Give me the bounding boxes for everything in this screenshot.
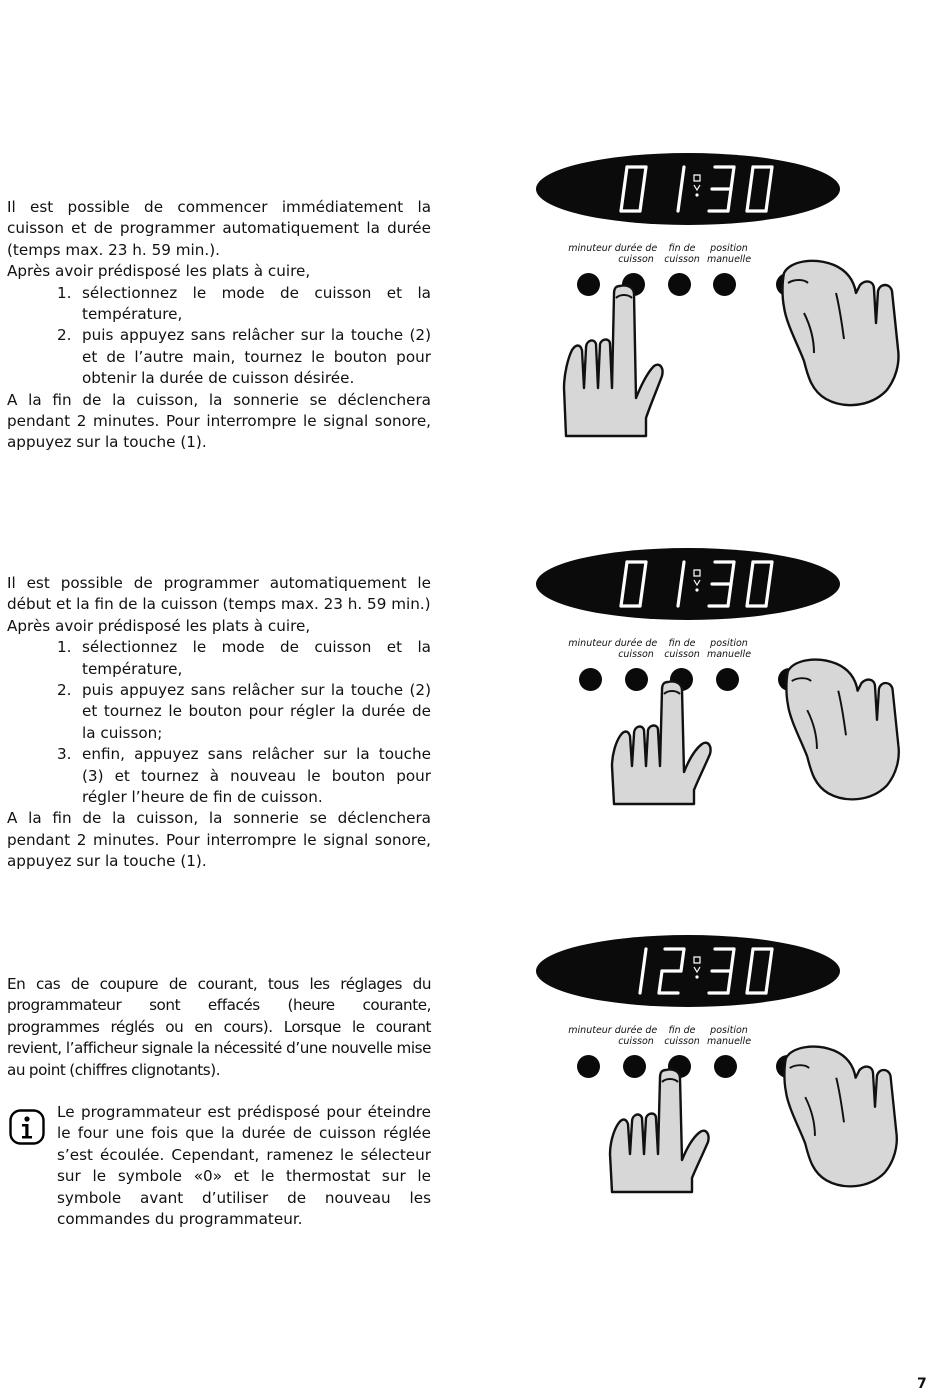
pressing-hand-icon [610, 676, 725, 806]
display-digit [659, 949, 684, 993]
button-labels [562, 634, 802, 664]
label-duree-line2: cuisson [618, 1036, 654, 1047]
steps-list [7, 283, 431, 390]
button-labels [562, 239, 802, 269]
timer-display [536, 935, 840, 1007]
step-item [7, 744, 431, 808]
control-panel-illustration [530, 935, 910, 1235]
label-duree-line1: durée de [614, 243, 658, 254]
label-fin-line1: fin de [668, 243, 696, 254]
display-digits [616, 941, 776, 1001]
display-digit [678, 167, 684, 211]
label-minuteur: minuteur [568, 1025, 612, 1036]
step-text: sélectionnez le mode de cuisson et la température, [82, 638, 431, 678]
step-item [7, 325, 431, 389]
label-duree-line1: durée de [614, 638, 658, 649]
minuteur-button[interactable] [577, 1055, 600, 1078]
step-item [7, 680, 431, 744]
section-lead: Après avoir prédisposé les plats à cuire, [7, 262, 311, 281]
label-position-line1: position [710, 243, 748, 254]
bell-indicator-icon [694, 175, 700, 197]
label-fin-line1: fin de [668, 638, 696, 649]
label-position-line1: position [710, 1025, 748, 1036]
label-fin-line2: cuisson [664, 254, 700, 265]
step-number: 3. [57, 745, 72, 764]
section-intro: Il est possible de programmer automatiquement le début et la fin de la cuisson (temps max. 23 h. 59 min.) [7, 574, 431, 614]
display-digit [621, 562, 646, 606]
display-digit [747, 949, 772, 993]
step-text: enfin, appuyez sans relâcher sur la touche (3) et tournez à nouveau le bouton pour régler l’heure de fin de cuisson. [82, 745, 431, 807]
label-duree-line1: durée de [614, 1025, 658, 1036]
label-position-line2: manuelle [706, 1036, 752, 1047]
section-intro: Il est possible de commencer immédiatement la cuisson et de programmer automatiquement la durée (temps max. 23 h. 59 min.). [7, 198, 431, 259]
label-minuteur: minuteur [568, 243, 612, 254]
label-fin-line2: cuisson [664, 649, 700, 660]
bell-indicator-icon [694, 957, 700, 979]
steps-list [7, 637, 431, 808]
info-icon [9, 1109, 45, 1145]
step-number: 2. [57, 681, 72, 700]
step-item [7, 637, 431, 680]
turning-hand-icon [776, 652, 916, 807]
display-digits [616, 159, 776, 219]
control-panel-illustration [530, 153, 910, 453]
minuteur-button[interactable] [579, 668, 602, 691]
info-text: Le programmateur est prédisposé pour éteindre le four une fois que la durée de cuisson réglée s’est écoulée. Cependant, ramenez le sélecteur sur le symbole «0» et le thermostat sur le symbole avant d’utiliser de nouveau les commandes du programmateur. [57, 1103, 431, 1229]
pressing-hand-icon [562, 278, 677, 438]
section-delayed-start [7, 573, 431, 873]
position-manuelle-button[interactable] [713, 273, 736, 296]
turning-hand-icon [774, 253, 914, 413]
display-digit [640, 949, 646, 993]
display-digit [621, 167, 646, 211]
section-outro: A la fin de la cuisson, la sonnerie se déclenchera pendant 2 minutes. Pour interrompre le signal sonore, appuyez sur la touche (1). [7, 390, 431, 452]
label-minuteur: minuteur [568, 638, 612, 649]
step-item [7, 283, 431, 326]
label-position-line1: position [710, 638, 748, 649]
display-digit [709, 167, 734, 211]
display-digits [616, 554, 776, 614]
display-digit [709, 562, 734, 606]
button-labels [562, 1021, 802, 1051]
timer-display [536, 548, 840, 620]
bell-indicator-icon [694, 570, 700, 592]
pressing-hand-icon [608, 1063, 723, 1195]
timer-display [536, 153, 840, 225]
display-digit [747, 562, 772, 606]
step-text: puis appuyez sans relâcher sur la touche (2) et de l’autre main, tournez le bouton pour obtenir la durée de cuisson désirée. [82, 326, 431, 388]
label-position-line2: manuelle [706, 649, 752, 660]
label-fin-line1: fin de [668, 1025, 696, 1036]
step-text: sélectionnez le mode de cuisson et la température, [82, 283, 431, 324]
label-duree-line2: cuisson [618, 254, 654, 265]
section-immediate-start [7, 197, 431, 454]
step-number: 1. [57, 283, 72, 302]
step-number: 1. [57, 638, 72, 657]
control-panel-illustration [530, 548, 910, 848]
label-position-line2: manuelle [706, 254, 752, 265]
display-digit [678, 562, 684, 606]
step-text: puis appuyez sans relâcher sur la touche (2) et tournez le bouton pour régler la durée de la cuisson; [82, 681, 431, 742]
label-fin-line2: cuisson [664, 1036, 700, 1047]
section-intro: En cas de coupure de courant, tous les réglages du programmateur sont effacés (heure courante, programmes réglés ou en cours). Lorsque le courant revient, l’afficheur signale la nécessité d’une nouvelle mise au point (chiffres clignotants). [7, 975, 431, 1079]
step-number: 2. [57, 326, 72, 345]
display-digit [709, 949, 734, 993]
page-number: 7 [917, 1376, 927, 1392]
turning-hand-icon [774, 1039, 914, 1194]
display-digit [747, 167, 772, 211]
section-lead: Après avoir prédisposé les plats à cuire, [7, 616, 311, 635]
section-power-cut [7, 974, 431, 1081]
label-duree-line2: cuisson [618, 649, 654, 660]
section-outro: A la fin de la cuisson, la sonnerie se déclenchera pendant 2 minutes. Pour interrompre le signal sonore, appuyez sur la touche (1). [7, 809, 431, 871]
